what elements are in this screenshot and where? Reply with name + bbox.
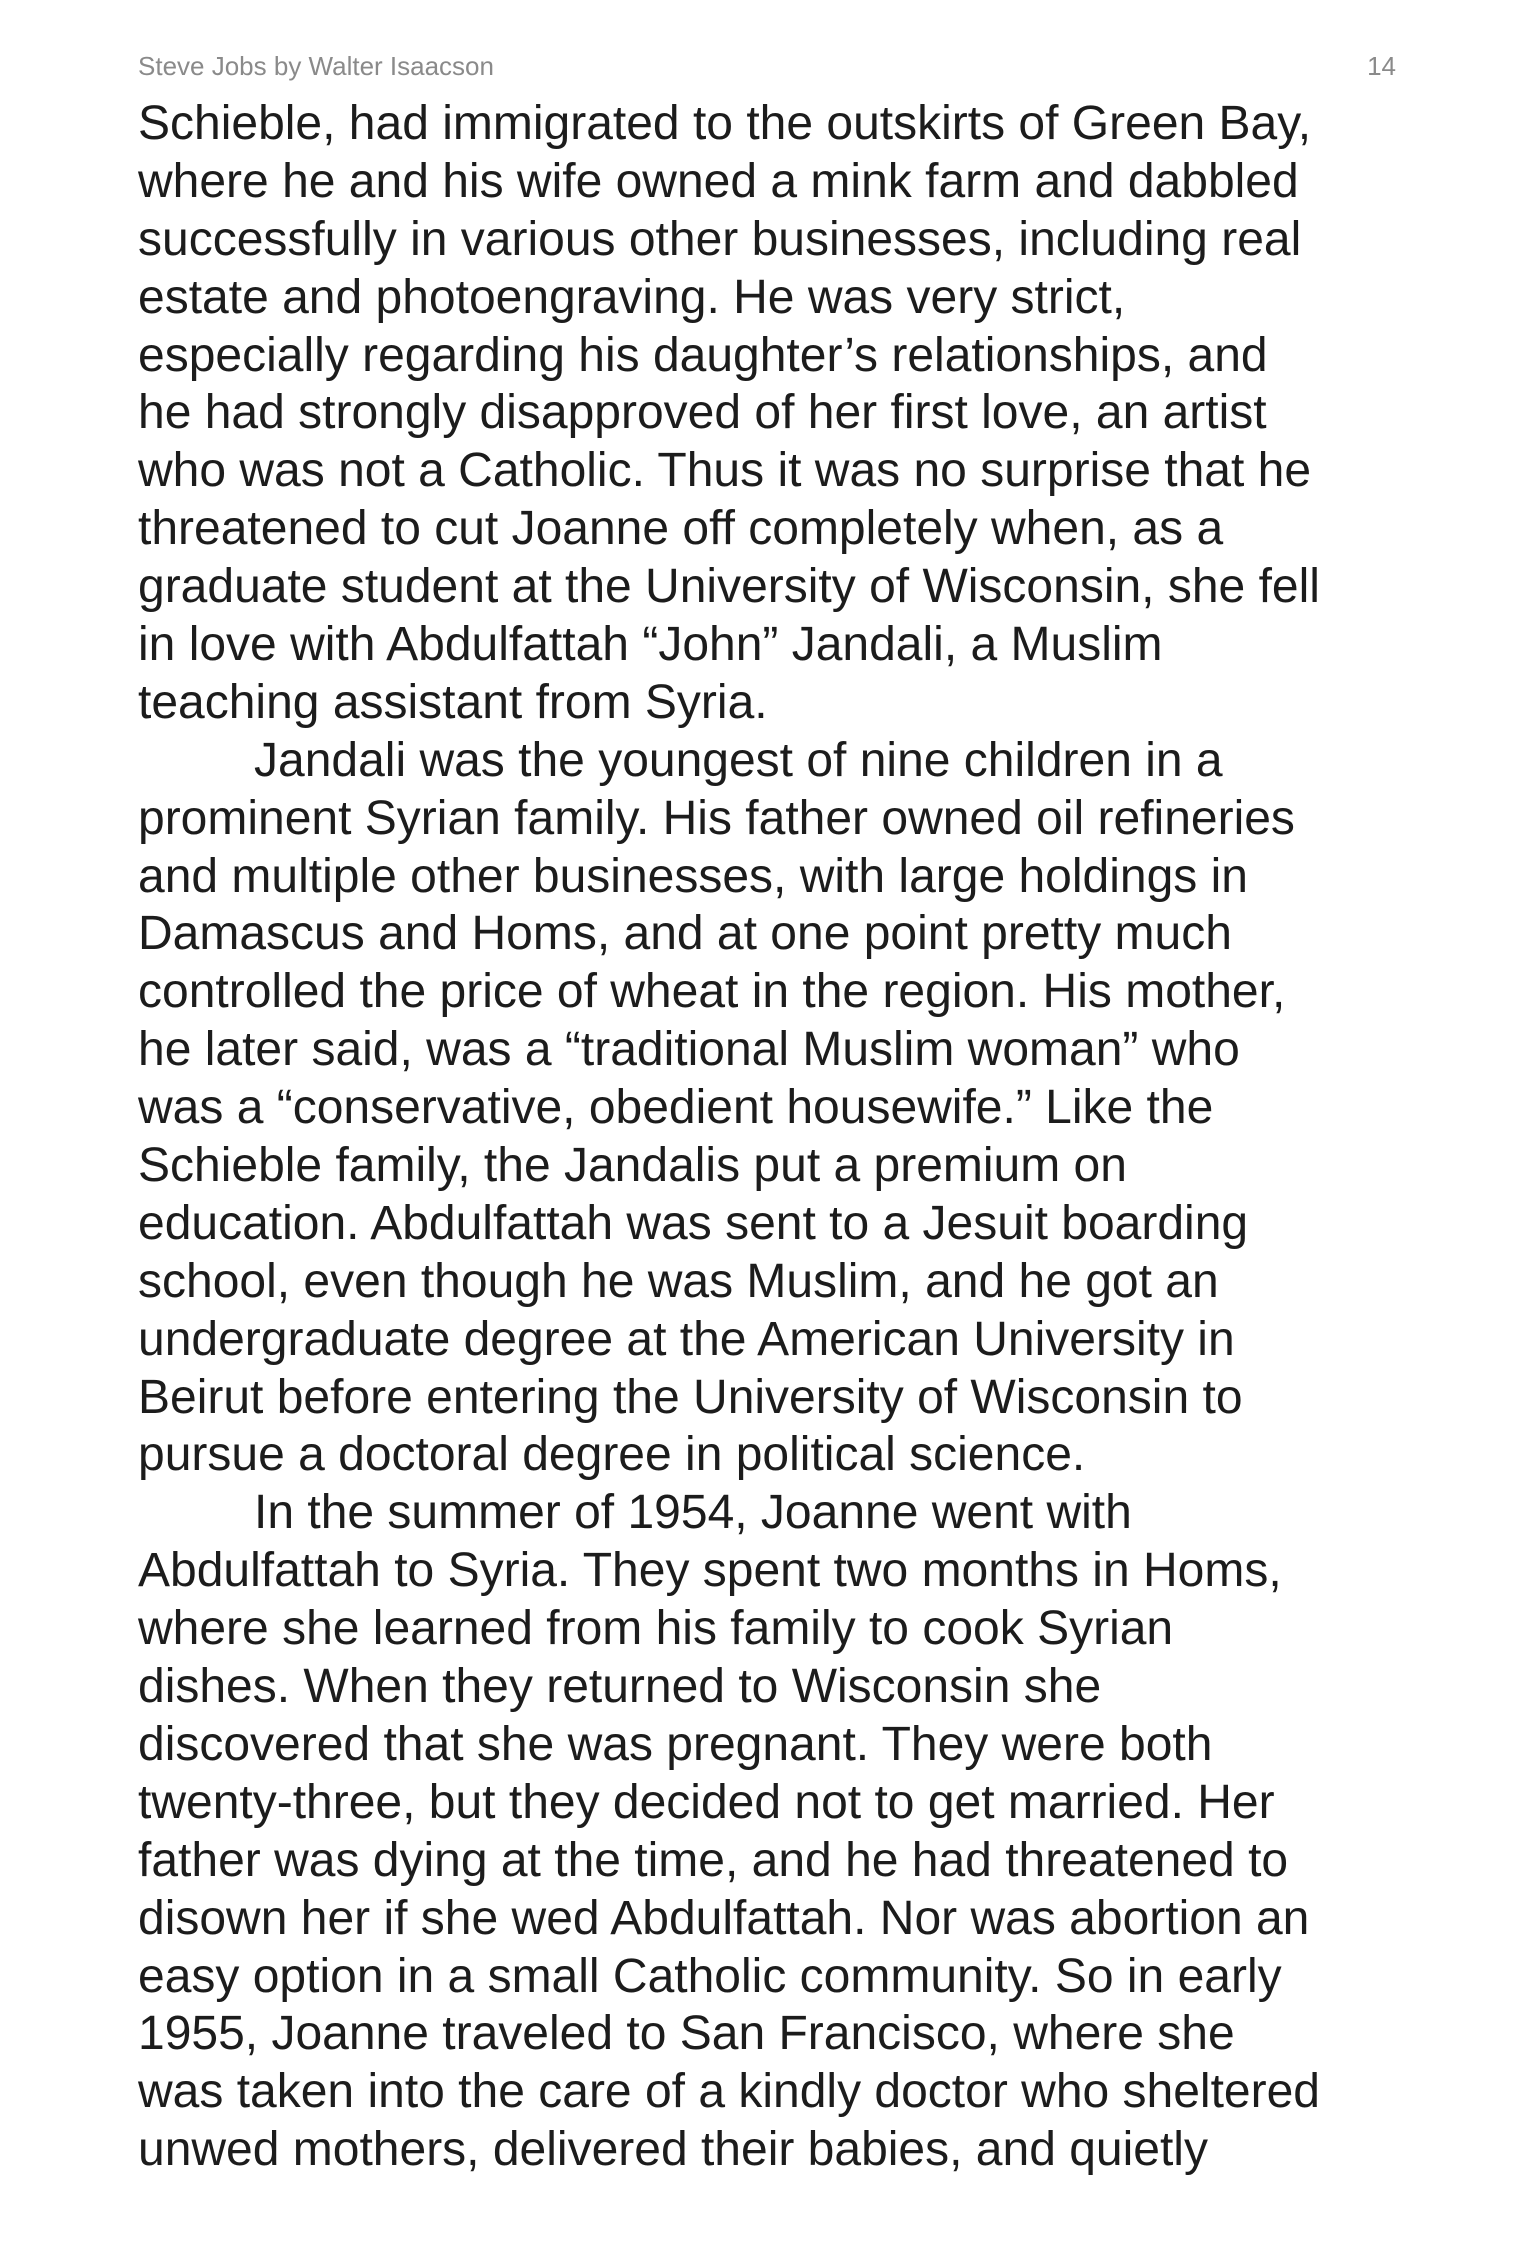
page-number: 14: [1367, 50, 1396, 81]
text-line: estate and photoengraving. He was very strict,: [138, 270, 1126, 324]
text-line: especially regarding his daughter’s relationships, and: [138, 328, 1268, 382]
text-line: school, even though he was Muslim, and he got an: [138, 1254, 1219, 1308]
text-line: where he and his wife owned a mink farm and dabbled: [138, 154, 1299, 208]
text-line: and multiple other businesses, with large holdings in: [138, 849, 1248, 903]
text-line: successfully in various other businesses, including real: [138, 212, 1302, 266]
text-line: controlled the price of wheat in the region. His mother,: [138, 965, 1286, 1019]
text-line: where she learned from his family to cook Syrian: [138, 1602, 1174, 1656]
page-body-text: [138, 95, 1413, 2179]
paragraph-first-line: Jandali was the youngest of nine children in a: [254, 733, 1223, 787]
text-line: easy option in a small Catholic community. So in early: [138, 1949, 1282, 2003]
text-line: undergraduate degree at the American University in: [138, 1312, 1235, 1366]
text-line: unwed mothers, delivered their babies, and quietly: [138, 2123, 1208, 2177]
text-line: Schieble family, the Jandalis put a premium on: [138, 1139, 1127, 1193]
text-line: was a “conservative, obedient housewife.” Like the: [138, 1081, 1214, 1135]
text-line: education. Abdulfattah was sent to a Jesuit boarding: [138, 1196, 1249, 1250]
text-line: he had strongly disapproved of her first love, an artist: [138, 386, 1267, 440]
text-line: dishes. When they returned to Wisconsin she: [138, 1660, 1102, 1714]
text-line: teaching assistant from Syria.: [138, 675, 768, 729]
text-line: graduate student at the University of Wisconsin, she fell: [138, 560, 1320, 614]
text-line: in love with Abdulfattah “John” Jandali, a Muslim: [138, 618, 1163, 672]
text-line: 1955, Joanne traveled to San Francisco, where she: [138, 2007, 1235, 2061]
text-line: disown her if she wed Abdulfattah. Nor was abortion an: [138, 1891, 1310, 1945]
paragraph-first-line: In the summer of 1954, Joanne went with: [254, 1486, 1132, 1540]
text-line: twenty-three, but they decided not to get married. Her: [138, 1775, 1275, 1829]
text-line: threatened to cut Joanne off completely when, as a: [138, 502, 1224, 556]
text-line: prominent Syrian family. His father owned oil refineries: [138, 791, 1295, 845]
text-line: discovered that she was pregnant. They were both: [138, 1717, 1213, 1771]
text-line: Schieble, had immigrated to the outskirts of Green Bay,: [138, 97, 1312, 150]
text-line: father was dying at the time, and he had threatened to: [138, 1833, 1289, 1887]
text-line: Beirut before entering the University of Wisconsin to: [138, 1370, 1243, 1424]
text-line: Damascus and Homs, and at one point pretty much: [138, 907, 1232, 961]
text-line: pursue a doctoral degree in political science.: [138, 1428, 1086, 1482]
running-head-title: Steve Jobs by Walter Isaacson: [138, 50, 494, 81]
page-header: [138, 46, 1396, 86]
text-line: he later said, was a “traditional Muslim woman” who: [138, 1023, 1240, 1077]
text-line: was taken into the care of a kindly doctor who sheltered: [138, 2065, 1320, 2119]
text-line: Abdulfattah to Syria. They spent two months in Homs,: [138, 1544, 1282, 1598]
text-line: who was not a Catholic. Thus it was no surprise that he: [138, 444, 1312, 498]
